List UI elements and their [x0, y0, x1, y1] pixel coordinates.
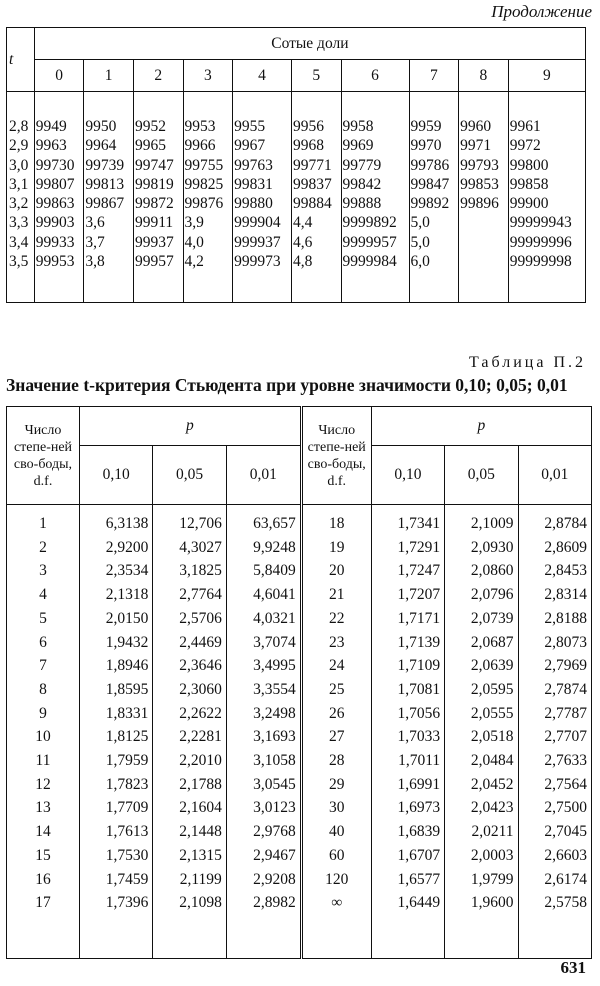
p005-column-right: 2,1009 2,0930 2,0860 2,0796 2,0739 2,0687 2,0639 2,0595 2,0555 2,0518 2,0484 2,0452 2,0423 2,0211 2,0003 1,9799 1,9600	[445, 505, 518, 959]
hundredths-column-header: 4	[233, 60, 292, 92]
table-number: Таблица П.2	[469, 354, 586, 371]
hundredths-column-header: 0	[34, 60, 84, 92]
hundredths-column-header: 7	[409, 60, 459, 92]
df-column-right: 18 19 20 21 22 23 24 25 26 27 28 29 30 40 60 120 ∞	[301, 505, 371, 959]
hundredths-column: 9955 9967 99763 99831 99880 999904 999937 999973	[233, 92, 292, 303]
hundredths-column: 9960 9971 99793 99853 99896	[459, 92, 509, 303]
hundredths-column: 9949 9963 99730 99807 99863 99903 99933 99953	[34, 92, 84, 303]
probability-table	[6, 27, 586, 303]
p-level: 0,01	[518, 446, 591, 505]
df-header-left: Число степе-ней сво-боды, d.f.	[7, 407, 80, 505]
hundredths-column-header: 3	[183, 60, 233, 92]
hundredths-column: 9956 9968 99771 99837 99884 4,4 4,6 4,8	[291, 92, 341, 303]
df-column-left: 1 2 3 4 5 6 7 8 9 10 11 12 13 14 15 16 17	[7, 505, 80, 959]
hundredths-column: 9958 9969 99779 99842 99888 9999892 9999957 9999984	[341, 92, 409, 303]
p-level: 0,10	[80, 446, 153, 505]
t-header: t	[7, 28, 35, 92]
p-header-left: p	[80, 407, 302, 446]
hundredths-column-header: 8	[459, 60, 509, 92]
hundredths-column: 9952 9965 99747 99819 99872 99911 99937 99957	[133, 92, 183, 303]
continuation-label: Продолжение	[491, 2, 592, 21]
hundredths-column-header: 5	[291, 60, 341, 92]
p001-column-left: 63,657 9,9248 5,8409 4,6041 4,0321 3,7074 3,4995 3,3554 3,2498 3,1693 3,1058 3,0545 3,0123 2,9768 2,9467 2,9208 2,8982	[226, 505, 301, 959]
page-number: 631	[560, 958, 586, 977]
hundredths-column-header: 9	[508, 60, 585, 92]
hundredths-column-header: 6	[341, 60, 409, 92]
hundredths-column: 9950 9964 99739 99813 99867 3,6 3,7 3,8	[84, 92, 134, 303]
p-header-right: p	[371, 407, 591, 446]
df-header-right: Число степе-ней сво-боды, d.f.	[301, 407, 371, 505]
hundredths-column: 9953 9966 99755 99825 99876 3,9 4,0 4,2	[183, 92, 233, 303]
student-t-table	[6, 406, 592, 959]
table-title: Значение t-критерия Стьюдента при уровне значимости 0,10; 0,05; 0,01	[6, 375, 568, 395]
t-values-column: 2,8 2,9 3,0 3,1 3,2 3,3 3,4 3,5	[7, 92, 35, 303]
p001-column-right: 2,8784 2,8609 2,8453 2,8314 2,8188 2,8073 2,7969 2,7874 2,7787 2,7707 2,7633 2,7564 2,7500 2,7045 2,6603 2,6174 2,5758	[518, 505, 591, 959]
hundredths-column: 9961 9972 99800 99858 99900 99999943 99999996 99999998	[508, 92, 585, 303]
p010-column-left: 6,3138 2,9200 2,3534 2,1318 2,0150 1,9432 1,8946 1,8595 1,8331 1,8125 1,7959 1,7823 1,7709 1,7613 1,7530 1,7459 1,7396	[80, 505, 153, 959]
p-level: 0,01	[226, 446, 301, 505]
hundredths-header: Сотые доли	[34, 28, 585, 60]
p-level: 0,10	[371, 446, 444, 505]
hundredths-column-header: 2	[133, 60, 183, 92]
p-level: 0,05	[445, 446, 518, 505]
p-level: 0,05	[153, 446, 226, 505]
p005-column-left: 12,706 4,3027 3,1825 2,7764 2,5706 2,4469 2,3646 2,3060 2,2622 2,2281 2,2010 2,1788 2,1604 2,1448 2,1315 2,1199 2,1098	[153, 505, 226, 959]
hundredths-column-header: 1	[84, 60, 134, 92]
p010-column-right: 1,7341 1,7291 1,7247 1,7207 1,7171 1,7139 1,7109 1,7081 1,7056 1,7033 1,7011 1,6991 1,6973 1,6839 1,6707 1,6577 1,6449	[371, 505, 444, 959]
hundredths-column: 9959 9970 99786 99847 99892 5,0 5,0 6,0	[409, 92, 459, 303]
